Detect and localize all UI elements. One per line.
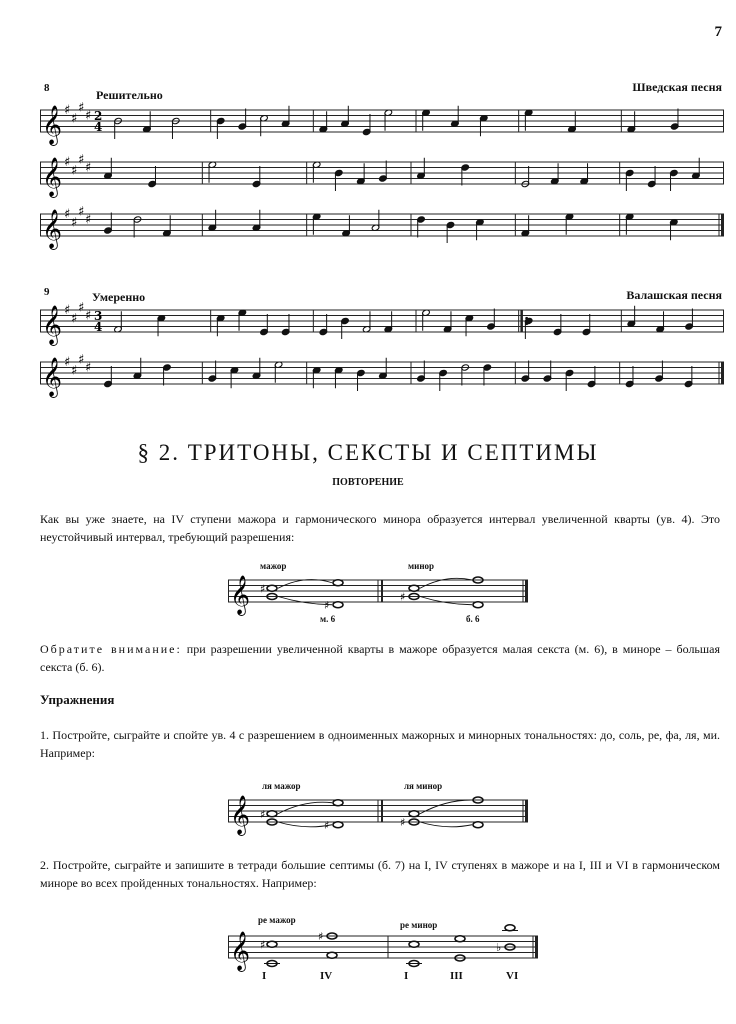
time-signature: 4 bbox=[94, 320, 103, 334]
sharp-icon: ♯ bbox=[64, 103, 71, 118]
exercise-1-staff bbox=[228, 794, 528, 840]
whole-note bbox=[409, 811, 419, 817]
exercise-2-staff bbox=[228, 930, 538, 970]
sharp-icon: ♯ bbox=[260, 938, 266, 952]
sharp-icon: ♯ bbox=[71, 311, 78, 327]
example-9-staff-1 bbox=[40, 300, 724, 345]
exercises-heading: Упражнения bbox=[40, 692, 115, 707]
sharp-icon: ♯ bbox=[324, 598, 330, 612]
treble-clef-icon: 𝄞 bbox=[42, 357, 63, 397]
sharp-icon: ♯ bbox=[260, 582, 266, 596]
whole-note bbox=[409, 941, 419, 947]
sharp-icon: ♯ bbox=[78, 352, 85, 368]
degree-label: I bbox=[262, 970, 267, 982]
degree-label: VI bbox=[506, 970, 519, 982]
interval-minor-sixth: м. 6 bbox=[320, 614, 336, 624]
sharp-icon: ♯ bbox=[64, 207, 71, 222]
time-signature: 2 bbox=[94, 109, 103, 123]
example-9-tempo: Умеренно bbox=[92, 290, 146, 304]
sharp-icon: ♯ bbox=[64, 355, 71, 370]
example-9-number: 9 bbox=[44, 286, 50, 298]
example-8-staff-2 bbox=[40, 152, 724, 197]
degree-label: IV bbox=[320, 970, 333, 982]
sharp-icon: ♯ bbox=[85, 308, 92, 324]
example-8-song-title: Шведская песня bbox=[632, 80, 722, 94]
whole-note bbox=[473, 602, 483, 608]
example-8-tempo: Решительно bbox=[96, 88, 163, 102]
whole-note bbox=[409, 585, 419, 591]
whole-note bbox=[333, 800, 343, 806]
exercise-2-label-major: ре мажор bbox=[258, 915, 296, 925]
repeat-dot bbox=[525, 322, 528, 325]
time-signature: 4 bbox=[94, 120, 103, 134]
sharp-icon: ♯ bbox=[71, 363, 78, 379]
example-9-staff-2 bbox=[40, 352, 724, 397]
treble-clef-icon: 𝄞 bbox=[230, 795, 251, 835]
exercise-1-label-minor: ля минор bbox=[404, 781, 443, 791]
treble-clef-icon: 𝄞 bbox=[42, 305, 63, 345]
degree-label: I bbox=[404, 970, 409, 982]
sharp-icon: ♯ bbox=[85, 360, 92, 376]
resolution-slur bbox=[420, 822, 472, 827]
resolution-slur bbox=[278, 580, 332, 589]
example-9-song-title: Валашская песня bbox=[626, 288, 722, 302]
resolution-slur bbox=[420, 800, 472, 814]
whole-note bbox=[267, 585, 277, 591]
whole-note bbox=[327, 952, 337, 958]
exercise-2-text: 2. Постройте, сыграйте и запишите в тетради большие септимы (б. 7) на I, IV ступенях в мажоре и на I, III и VI в гармоническом миноре во всех пройденных тональностях. Например: bbox=[40, 858, 720, 890]
whole-note bbox=[505, 925, 515, 931]
example-8-staff-3 bbox=[40, 204, 724, 249]
whole-note bbox=[333, 580, 343, 586]
sharp-icon: ♯ bbox=[71, 215, 78, 231]
treble-clef-icon: 𝄞 bbox=[230, 575, 251, 615]
exercise-2-label-minor: ре минор bbox=[400, 920, 438, 930]
example-8-number: 8 bbox=[44, 82, 50, 94]
resolution-slur bbox=[278, 802, 332, 814]
whole-note bbox=[455, 936, 465, 942]
label-major: мажор bbox=[260, 561, 287, 571]
treble-clef-icon: 𝄞 bbox=[42, 157, 63, 197]
sharp-icon: ♯ bbox=[78, 300, 85, 316]
whole-note bbox=[267, 941, 277, 947]
resolution-slur bbox=[420, 597, 472, 605]
sharp-icon: ♯ bbox=[324, 818, 330, 832]
sharp-icon: ♯ bbox=[78, 152, 85, 168]
example-8-staff-1 bbox=[40, 100, 724, 145]
note-emphasis: Обратите внимание: bbox=[40, 642, 182, 656]
sharp-icon: ♯ bbox=[64, 155, 71, 170]
sharp-icon: ♯ bbox=[64, 303, 71, 318]
sharp-icon: ♯ bbox=[318, 930, 324, 943]
sharp-icon: ♯ bbox=[260, 807, 266, 821]
exercise-1-label-major: ля мажор bbox=[262, 781, 301, 791]
whole-note bbox=[333, 602, 343, 608]
sharp-icon: ♯ bbox=[85, 212, 92, 228]
repeat-dot bbox=[525, 317, 528, 320]
intro-paragraph: Как вы уже знаете, на IV ступени мажора и гармонического минора образуется интервал увеличенной кварты (ув. 4). Это неустойчивый интервал, требующий разрешения: bbox=[40, 512, 720, 544]
interval-major-sixth: б. 6 bbox=[466, 614, 480, 624]
time-signature: 3 bbox=[94, 309, 103, 323]
degree-label: III bbox=[450, 970, 463, 982]
sharp-icon: ♯ bbox=[400, 590, 406, 604]
exercise-1-text: 1. Постройте, сыграйте и спойте ув. 4 с разрешением в одноименных мажорных и минорных тональностях: до, соль, ре, фа, ля, ми. Например: bbox=[40, 728, 720, 760]
treble-clef-icon: 𝄞 bbox=[42, 105, 63, 145]
sharp-icon: ♯ bbox=[85, 108, 92, 124]
whole-note bbox=[267, 811, 277, 817]
note-paragraph bbox=[40, 640, 720, 676]
sharp-icon: ♯ bbox=[71, 163, 78, 179]
note-text: при разрешении увеличенной кварты в мажоре образуется малая секста (м. 6), в миноре – большая секста (б. 6). bbox=[40, 642, 720, 674]
treble-clef-icon: 𝄞 bbox=[230, 931, 251, 971]
section-subtitle: ПОВТОРЕНИЕ bbox=[332, 477, 404, 488]
whole-note bbox=[333, 822, 343, 828]
section-title: § 2. ТРИТОНЫ, СЕКСТЫ И СЕПТИМЫ bbox=[137, 440, 599, 465]
label-minor: минор bbox=[408, 561, 435, 571]
treble-clef-icon: 𝄞 bbox=[42, 209, 63, 249]
whole-note bbox=[473, 822, 483, 828]
tritone-resolution-staff bbox=[228, 574, 528, 614]
flat-icon: ♭ bbox=[496, 941, 502, 954]
sharp-icon: ♯ bbox=[71, 111, 78, 127]
sharp-icon: ♯ bbox=[400, 816, 406, 829]
page-number: 7 bbox=[714, 24, 722, 40]
sharp-icon: ♯ bbox=[78, 204, 85, 220]
sharp-icon: ♯ bbox=[85, 160, 92, 176]
sharp-icon: ♯ bbox=[78, 100, 85, 116]
